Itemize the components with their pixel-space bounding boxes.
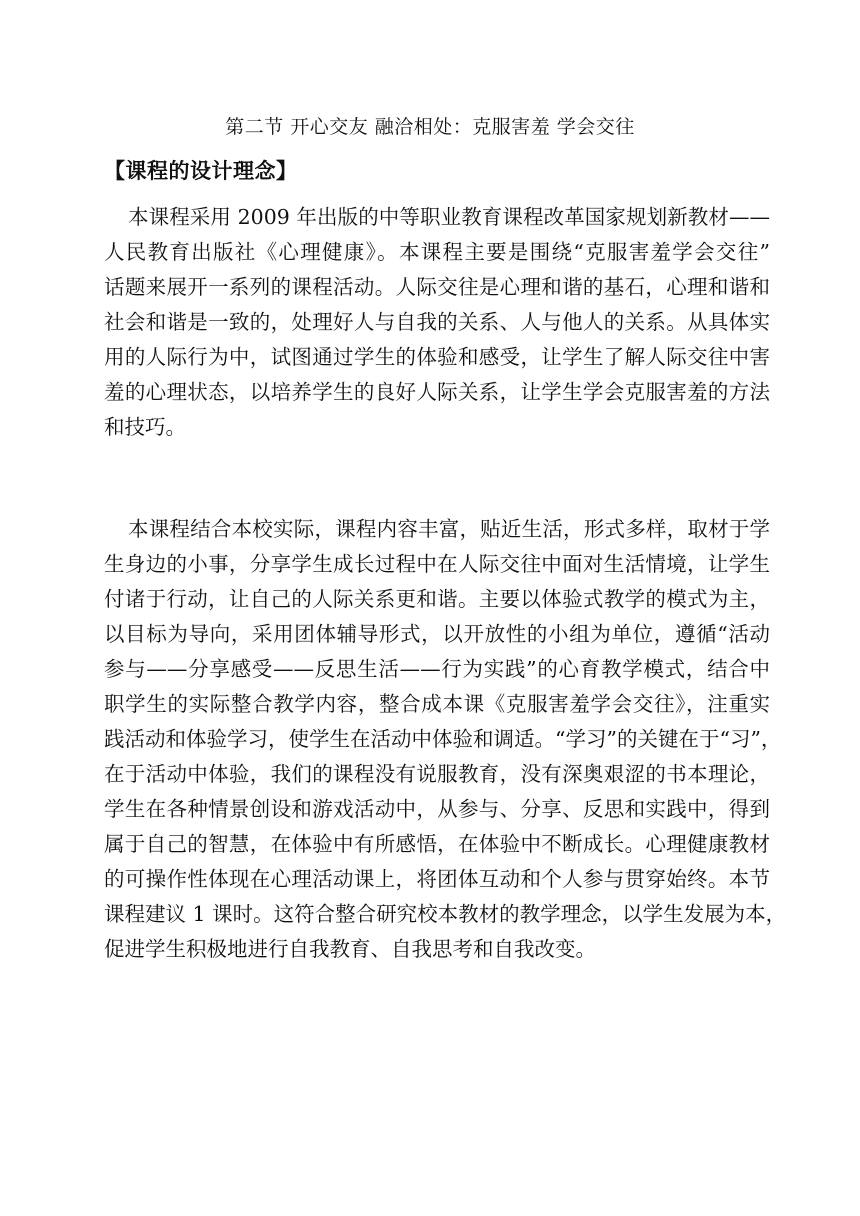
paragraph-line: 本课程结合本校实际，课程内容丰富，贴近生活，形式多样，取材于学 [128, 517, 770, 541]
paragraph-line: 在于活动中体验，我们的课程没有说服教育，没有深奥艰涩的书本理论， [104, 762, 770, 786]
paragraph-line: 促进学生积极地进行自我教育、自我思考和自我改变。 [104, 937, 596, 961]
paragraph-line: 羞的心理状态，以培养学生的良好人际关系，让学生学会克服害羞的方法 [104, 380, 770, 404]
paragraph-line: 课程建议 1 课时。这符合整合研究校本教材的教学理念，以学生发展为本， [104, 902, 787, 926]
section-heading: 【课程的设计理念】 [104, 159, 298, 183]
paragraph-line: 付诸于行动，让自己的人际关系更和谐。主要以体验式教学的模式为主， [104, 587, 770, 611]
paragraph-2 [104, 512, 787, 967]
paragraph-1 [104, 200, 770, 445]
paragraph-line: 参与——分享感受——反思生活——行为实践”的心育教学模式，结合中 [104, 657, 770, 681]
paragraph-line: 话题来展开一系列的课程活动。人际交往是心理和谐的基石，心理和谐和 [104, 275, 770, 299]
paragraph-line: 属于自己的智慧，在体验中有所感悟，在体验中不断成长。心理健康教材 [104, 832, 770, 856]
paragraph-line: 以目标为导向，采用团体辅导形式，以开放性的小组为单位，遵循“活动 [104, 622, 770, 646]
paragraph-line: 职学生的实际整合教学内容，整合成本课《克服害羞学会交往》，注重实 [104, 692, 770, 716]
paragraph-line: 本课程采用 2009 年出版的中等职业教育课程改革国家规划新教材—— [128, 205, 770, 229]
paragraph-line: 社会和谐是一致的，处理好人与自我的关系、人与他人的关系。从具体实 [104, 310, 770, 334]
paragraph-line: 践活动和体验学习，使学生在活动中体验和调适。“学习”的关键在于“习”， [104, 727, 782, 751]
document-title: 第二节 开心交友 融洽相处：克服害羞 学会交往 [225, 116, 635, 138]
paragraph-line: 和技巧。 [104, 415, 186, 439]
paragraph-line: 用的人际行为中，试图通过学生的体验和感受，让学生了解人际交往中害 [104, 345, 770, 369]
paragraph-line: 生身边的小事，分享学生成长过程中在人际交往中面对生活情境，让学生 [104, 552, 770, 576]
paragraph-line: 学生在各种情景创设和游戏活动中，从参与、分享、反思和实践中，得到 [104, 797, 770, 821]
paragraph-line: 的可操作性体现在心理活动课上，将团体互动和个人参与贯穿始终。本节 [104, 867, 770, 891]
paragraph-line: 人民教育出版社《心理健康》。本课程主要是围绕“克服害羞学会交往” [104, 240, 770, 264]
